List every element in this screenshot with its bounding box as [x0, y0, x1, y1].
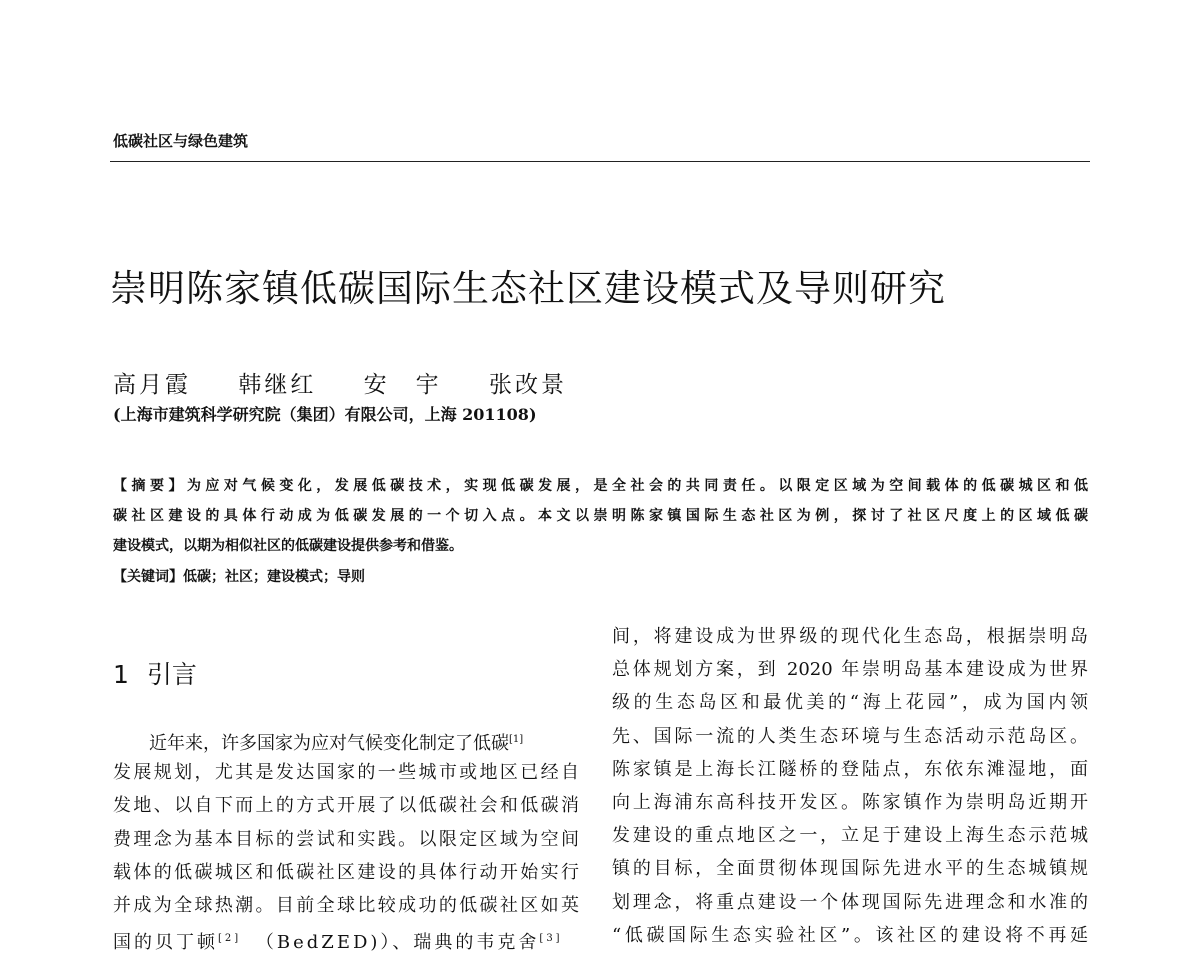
text-line: 费理念为基本目标的尝试和实践。以限定区域为空间: [113, 828, 579, 850]
citation: [1]: [509, 734, 524, 745]
text-line: 陈家镇是上海长江隧桥的登陆点，东依东滩湿地，面: [612, 758, 1088, 780]
author: 张改景: [488, 372, 567, 398]
citation: [2]: [218, 933, 242, 945]
author: 安 宇: [363, 372, 442, 398]
text-line: 发地、以自下而上的方式开展了以低碳社会和低碳消: [113, 795, 579, 817]
text-line: 镇的目标，全面贯彻体现国际先进水平的生态城镇规: [612, 858, 1088, 880]
abstract-line: 碳社区建设的具体行动成为低碳发展的一个切入点。本文以崇明陈家镇国际生态社区为例，探讨了社区尺度上的区域低碳: [113, 508, 1088, 524]
author-list: [113, 366, 593, 399]
affiliation: (上海市建筑科学研究院（集团）有限公司，上海 201108): [113, 405, 537, 424]
right-column: [612, 620, 1088, 952]
citation: [3]: [539, 933, 563, 945]
left-column: [113, 723, 579, 955]
running-header: 低碳社区与绿色建筑: [113, 132, 249, 150]
text-line: 向上海浦东高科技开发区。陈家镇作为崇明岛近期开: [612, 791, 1088, 813]
text-line: “低碳国际生态实验社区”。该社区的建设将不再延: [612, 924, 1088, 946]
text-line: 划理念，将重点建设一个体现国际先进理念和水准的: [612, 891, 1088, 913]
section-heading: [113, 655, 197, 691]
abstract-label: 【摘要】: [113, 478, 187, 494]
text-line: [113, 723, 579, 756]
text-line: 级的生态岛区和最优美的“海上花园”，成为国内领: [612, 692, 1088, 714]
abstract-text: 为应对气候变化，发展低碳技术，实现低碳发展，是全社会的共同责任。以限定区域为空间载体的低碳城区和低: [186, 478, 1089, 494]
text-line: 并成为全球热潮。目前全球比较成功的低碳社区如英: [113, 894, 579, 916]
text-span: （BedZED)）、瑞典的韦克舍: [255, 932, 540, 954]
paper-title: 崇明陈家镇低碳国际生态社区建设模式及导则研究: [110, 267, 946, 310]
text-line: [113, 922, 579, 955]
text-line: 总体规划方案，到 2020 年崇明岛基本建设成为世界: [612, 659, 1088, 681]
text-span: 近年来，许多国家为应对气候变化制定了低碳: [149, 733, 509, 754]
keywords-text: 低碳；社区；建设模式；导则: [183, 569, 365, 585]
text-line: 间，将建设成为世界级的现代化生态岛，根据崇明岛: [612, 626, 1088, 647]
abstract-line: 建设模式，以期为相似社区的低碳建设提供参考和借鉴。: [113, 538, 463, 554]
text-line: 载体的低碳城区和低碳社区建设的具体行动开始实行: [113, 861, 579, 883]
author: 韩继红: [238, 372, 317, 398]
header-rule: [110, 161, 1090, 162]
keywords-label: 【关键词】: [113, 569, 183, 585]
abstract: [113, 471, 1088, 561]
text-span: 国的贝丁顿: [113, 932, 218, 954]
keywords: [113, 566, 365, 586]
section-number: 1: [113, 660, 129, 689]
abstract-line: [113, 471, 1088, 501]
text-line: 发建设的重点地区之一，立足于建设上海生态示范城: [612, 825, 1088, 847]
author: 高月霞: [113, 372, 191, 398]
text-line: 发展规划，尤其是发达国家的一些城市或地区已经自: [113, 762, 579, 784]
section-title: 引言: [146, 660, 197, 689]
text-line: 先、国际一流的人类生态环境与生态活动示范岛区。: [612, 725, 1088, 747]
